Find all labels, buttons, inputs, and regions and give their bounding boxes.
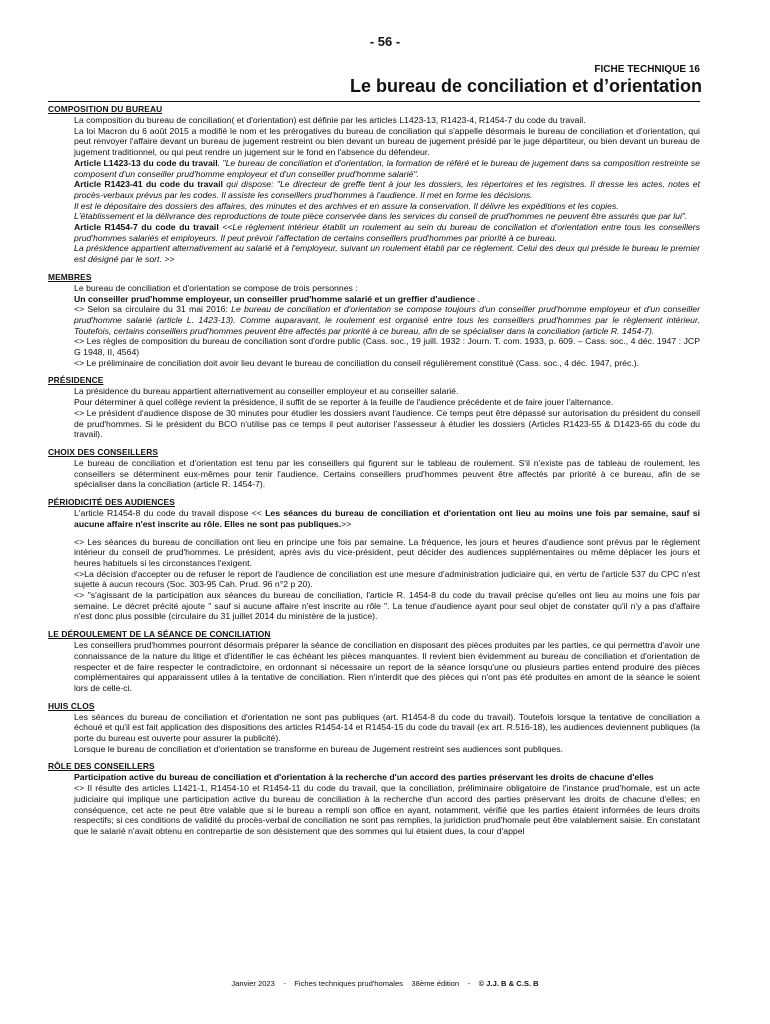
paragraph: <> Les règles de composition du bureau de conciliation sont d'ordre public (Cass. soc., 19 juill. 1932 : Journ. T. com. 1933, p. 609. – Cass. soc., 4 déc. 1947 : JCP G 1948, II, 4564) <box>74 336 700 358</box>
footer-date: Janvier 2023 <box>231 979 275 988</box>
paragraph: Un conseiller prud'homme employeur, un conseiller prud'homme salarié et un greffier d'audience . <box>74 293 480 304</box>
paragraph: La présidence du bureau appartient alternativement au conseiller employeur et au conseiller salarié. <box>74 386 459 397</box>
paragraph: La loi Macron du 6 août 2015 a modifié le nom et les prérogatives du bureau de conciliation qui s'appelle désormais le bureau de conciliation et d'orientation, qui peut renvoyer l'affaire devant un bureau de jugement restreint ou bien devant un bureau de jugement présidé par le juge départiteur, ou bien devant un bureau de jugement traditionnel, ou qui peut rendre un jugement sur le fond en l'absence du défendeur. <box>74 125 700 158</box>
section-choix <box>48 447 700 490</box>
page-footer: Janvier 2023 - Fiches techniques prud'homales 38ème édition - © J.J. B & C.S. B <box>231 979 539 988</box>
paragraph: Pour déterminer à quel collège revient la présidence, il suffit de se reporter à la feuille de l'audience précédente et de faire jouer l'alternance. <box>74 397 614 408</box>
section-huis-clos <box>48 701 700 755</box>
title-rule <box>48 101 700 102</box>
paragraph: Lorsque le bureau de conciliation et d'orientation se transforme en bureau de Jugement restreint ses audiences sont publiques. <box>74 743 563 754</box>
footer-copyright: © J.J. B & C.S. B <box>478 979 539 988</box>
section-presidence <box>48 375 700 440</box>
section-heading: HUIS CLOS <box>48 700 95 711</box>
article-paragraph: Article R1454-7 du code du travail <<Le règlement intérieur établit un roulement au sein du bureau de conciliation et d'orientation entre tous les conseillers prud'hommes salariés et employeurs. Il peut prévoir l'affectation de certains conseillers prud'hommes par priorité à ce bureau. <box>74 222 700 243</box>
paragraph: Le bureau de conciliation et d'orientation se compose de trois personnes : <box>74 282 358 293</box>
fiche-label: FICHE TECHNIQUE 16 <box>594 64 700 75</box>
paragraph: <> Il résulte des articles L1421-1, R1454-10 et R1454-11 du code du travail, que la conciliation, préliminaire obligatoire de l'instance prud'homale, est un acte judiciaire qui implique une participation active du bureau de conciliation à la recherche d'un accord des parties préservant les droits de chacune d'elles; en conséquence, cet acte ne peut être valable que si le bureau a rempli son office en ayant, notamment, vérifié que les parties étaient informées de leurs droits respectifs; si ces conditions de validité du procès-verbal de conciliation ne sont pas remplies, la juridiction prud'homale peut être valablement saisie. En constatant que le salarié n'avait obtenu en contrepartie de son désistement que des sommes qui lui étaient dues, la cour d'appel <box>74 783 700 836</box>
paragraph: Il est le dépositaire des dossiers des affaires, des minutes et des archives et en assure la conservation. Il délivre les expéditions et les copies. <box>74 200 619 211</box>
section-heading: MEMBRES <box>48 271 92 282</box>
paragraph: <>La décision d'accepter ou de refuser le report de l'audience de conciliation est une mesure d'administration judiciaire qui, en vertu de l'article 537 du CPC n'est sujette à aucun recours (Soc. 303-95 Cah. Prud. 96 n°2 p 20). <box>74 568 700 590</box>
section-membres <box>48 272 700 369</box>
paragraph: <> Le président d'audience dispose de 30 minutes pour étudier les dossiers avant l'audience. Ce temps peut être dépassé sur autorisation du président du conseil de prud'hommes. Si le président du BCO n'utilise pas ce temps il peut autoriser l'assesseur à étudier les dossiers (Articles R1423-55 & D1423-65 du code du travail). <box>74 407 700 440</box>
document-body <box>48 104 700 837</box>
paragraph: <> Le préliminaire de conciliation doit avoir lieu devant le bureau de conciliation du conseil régulièrement constitué (Cass. soc., 4 déc. 1947, préc.). <box>74 357 640 368</box>
paragraph: Les conseillers prud'hommes pourront désormais préparer la séance de conciliation en disposant des pièces produites par les parties, ce qui permettra d'avoir une connaissance de la nature du litige et d'identifier le cas échéant les pièces manquantes. Il revient bien évidemment au bureau de conciliation et d'orientation de respecter et de faire respecter le contradictoire, en ordonnant si nécessaire un report de la séance lorsqu'une ou plusieurs parties entend produire des pièces complémentaires qui apparaissent utiles à la tentative de conciliation. Rien n'interdit que des pièces qui n'ont pas été produites en amont de la séance le soient lors de celle-ci. <box>74 640 700 693</box>
article-paragraph: Article L1423-13 du code du travail. "Le bureau de conciliation et d'orientation, la formation de référé et le bureau de jugement dans sa composition restreinte se composent d'un conseiller prud'homme employeur et d'un conseiller prud'homme salarié". <box>74 157 700 179</box>
section-heading: PRÉSIDENCE <box>48 375 104 386</box>
paragraph: <> "s'agissant de la participation aux séances du bureau de conciliation, l'article R. 1454-8 du code du travail précise qu'elles ont lieu au moins une fois par semaine. Le décret précité ajoute " sauf si aucune affaire n'est inscrite au rôle ". La tenue d'audience ayant pour seul objet de constater qu'il n'y a pas d'affaire n'est donc plus possible (circulaire du 31 juillet 2014 du ministère de la justice). <box>74 590 700 622</box>
section-periodicite <box>48 497 700 622</box>
section-heading: COMPOSITION DU BUREAU <box>48 104 163 114</box>
paragraph: La présidence appartient alternativement au salarié et à l'employeur, suivant un roulement établi par ce règlement. Celui des deux qui préside le bureau le premier est désigné par le sort. >> <box>74 243 700 265</box>
footer-edition: 38ème édition <box>411 979 460 988</box>
section-heading: PÉRIODICITÉ DES AUDIENCES <box>48 497 175 508</box>
paragraph: L'article R1454-8 du code du travail dispose << Les séances du bureau de conciliation et d'orientation ont lieu au moins une fois par semaine, sauf si aucune affaire n'est inscrite au rôle. Elles ne sont pas publiques.>> <box>74 508 700 529</box>
article-paragraph: Article R1423-41 du code du travail qui dispose: "Le directeur de greffe tient à jour les dossiers, les répertoires et les registres. Il dresse les actes, notes et procès-verbaux prévus par les codes. Il assiste les conseillers prud'hommes à l'audience. Il met en forme les décisions. <box>74 179 700 200</box>
paragraph: L'établissement et la délivrance des reproductions de toute pièce conservée dans les services du conseil de prud'hommes ne peuvent être assurés que par lui". <box>74 211 688 222</box>
paragraph: Les séances du bureau de conciliation et d'orientation ne sont pas publiques (art. R1454-8 du code du travail). Toutefois lorsque la tentative de conciliation a échoué et qu'il est fait application des dispositions des articles R1454-14 et R1454-15 du code du travail (ex art. R.516-18), les audiences deviennent publiques (la porte du bureau est ouverte pour assurer la publicité). <box>74 711 700 744</box>
paragraph: Participation active du bureau de conciliation et d'orientation à la recherche d'un accord des parties préservant les droits de chacune d'elles <box>74 772 654 783</box>
section-role <box>48 761 700 836</box>
article-ref: Article L1423-13 du code du travail <box>74 157 218 168</box>
section-deroulement <box>48 629 700 694</box>
paragraph: La composition du bureau de conciliation( et d'orientation) est définie par les articles L1423-13, R1423-4, R1454-7 du code du travail. <box>74 115 586 125</box>
section-heading: RÔLE DES CONSEILLERS <box>48 761 155 772</box>
article-ref: Article R1423-41 du code du travail <box>74 179 223 190</box>
page-title: Le bureau de conciliation et d’orientation <box>349 76 702 96</box>
paragraph: Le bureau de conciliation et d'orientation est tenu par les conseillers qui figurent sur le tableau de roulement. S'il n'existe pas de tableau de roulement, les conseillers se déterminent eux-mêmes pour tenir l'audience. Certains conseillers prud'hommes peuvent être affectés par priorité à ce bureau, afin de se spécialiser dans la conciliation (article R. 1454-7). <box>74 457 700 490</box>
article-ref: Article R1454-7 du code du travail <box>74 222 219 233</box>
footer-publication: Fiches techniques prud'homales <box>294 979 403 988</box>
section-composition <box>48 104 700 265</box>
paragraph: <> Selon sa circulaire du 31 mai 2016: Le bureau de conciliation et d'orientation se compose toujours d'un conseiller prud'homme employeur et d'un conseiller prud'homme salarié (article L. 1423-13). Comme auparavant, le roulement est organisé entre tous les conseillers prud'hommes par le règlement intérieur. Toutefois, certains conseillers prud'hommes peuvent être affectés par priorité à ce bureau, afin de se spécialiser dans la conciliation (article R. 1454-7). <box>74 304 700 336</box>
section-heading: LE DÉROULEMENT DE LA SÉANCE DE CONCILIATION <box>48 629 271 640</box>
paragraph: <> Les séances du bureau de conciliation ont lieu en principe une fois par semaine. La fréquence, les jours et heures d'audience sont prévus par le règlement intérieur du conseil de prud'hommes. Le président, après avis du vice-président, peut décider des audiences supplémentaires ou même déplacer les jours et heures habituels si les circonstances l'exigent. <box>74 536 700 568</box>
section-heading: CHOIX DES CONSEILLERS <box>48 446 159 457</box>
page-number: - 56 - <box>369 34 401 49</box>
